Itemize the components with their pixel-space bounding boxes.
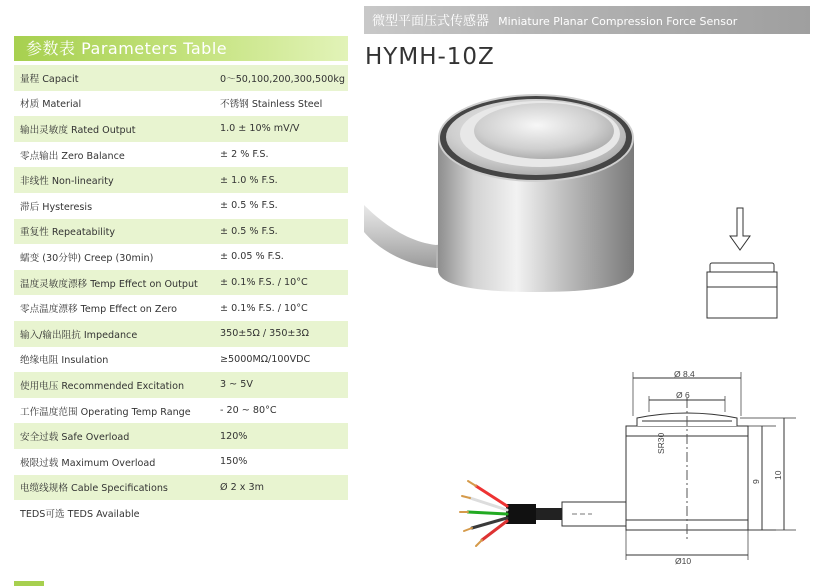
cable-photo <box>364 205 436 268</box>
parameter-row <box>14 91 348 117</box>
cable-wires <box>460 481 507 546</box>
parameter-name: 使用电压 Recommended Excitation <box>20 380 185 392</box>
parameter-row <box>14 219 348 245</box>
parameter-value: ± 2 % F.S. <box>220 149 269 161</box>
parameter-value: 120% <box>220 430 248 442</box>
banner-title-en: Miniature Planar Compression Force Sensor <box>498 15 738 28</box>
drawing-cable <box>562 502 626 526</box>
parameter-name: 温度灵敏度漂移 Temp Effect on Output <box>20 278 198 290</box>
dimension-drawing <box>506 372 796 560</box>
parameter-name: 极限过载 Maximum Overload <box>20 457 156 469</box>
parameter-name: 零点温度漂移 Temp Effect on Zero <box>20 304 177 316</box>
parameter-row <box>14 475 348 501</box>
parameter-name: 非线性 Non-linearity <box>20 176 114 188</box>
parameter-value: ± 0.5 % F.S. <box>220 225 278 237</box>
parameters-title: 参数表 Parameters Table <box>14 36 348 61</box>
model-number: HYMH-10Z <box>365 44 495 70</box>
down-arrow-icon <box>730 208 750 250</box>
parameter-row <box>14 347 348 373</box>
dim-body-diameter: Ø10 <box>675 556 692 566</box>
parameter-value: 3 ~ 5V <box>220 379 253 391</box>
parameter-value: 不锈钢 Stainless Steel <box>220 99 323 111</box>
parameter-value: ≥5000MΩ/100VDC <box>220 353 311 365</box>
parameter-value: ± 0.1% F.S. / 10°C <box>220 302 308 314</box>
dim-top-diameter: Ø 8.4 <box>674 369 695 379</box>
parameter-row <box>14 398 348 424</box>
parameter-name: TEDS可选 TEDS Available <box>20 508 140 520</box>
parameter-name: 输出灵敏度 Rated Output <box>20 124 136 136</box>
parameter-name: 材质 Material <box>20 99 82 111</box>
product-illustration <box>364 0 814 586</box>
parameter-value: 0～50,100,200,300,500kg <box>220 73 345 85</box>
parameter-name: 电缆线规格 Cable Specifications <box>20 483 168 495</box>
parameter-name: 重复性 Repeatability <box>20 227 116 239</box>
parameter-value: ± 0.1% F.S. / 10°C <box>220 277 308 289</box>
parameters-panel <box>14 36 348 526</box>
parameter-row <box>14 193 348 219</box>
parameter-row <box>14 65 348 91</box>
parameter-row <box>14 500 348 526</box>
parameter-row <box>14 116 348 142</box>
product-panel <box>364 0 814 586</box>
dim-button-diameter: Ø 6 <box>676 390 690 400</box>
parameter-row <box>14 142 348 168</box>
parameter-name: 量程 Capacit <box>20 73 79 85</box>
parameter-name: 工作温度范围 Operating Temp Range <box>20 406 191 418</box>
parameter-name: 绝缘电阻 Insulation <box>20 355 109 367</box>
accent-bar <box>14 581 44 586</box>
dim-body-height: 9 <box>751 479 761 484</box>
parameter-row <box>14 423 348 449</box>
parameter-value: 350±5Ω / 350±3Ω <box>220 328 309 340</box>
parameter-value: 150% <box>220 456 248 468</box>
parameter-value: Ø 2 x 3m <box>220 481 264 493</box>
parameter-name: 蠕变 (30分钟) Creep (30min) <box>20 252 154 264</box>
parameter-row <box>14 449 348 475</box>
banner-title-zh: 微型平面压式传感器 <box>372 14 490 29</box>
parameter-value: ± 0.05 % F.S. <box>220 251 284 263</box>
parameter-name: 零点输出 Zero Balance <box>20 150 125 162</box>
parameter-name: 安全过载 Safe Overload <box>20 432 130 444</box>
parameter-row <box>14 372 348 398</box>
sensor-photo <box>364 94 634 292</box>
parameters-table <box>14 65 348 526</box>
parameter-value: - 20 ~ 80°C <box>220 405 277 417</box>
parameter-value: ± 1.0 % F.S. <box>220 174 278 186</box>
parameter-row <box>14 167 348 193</box>
parameter-row <box>14 270 348 296</box>
load-schematic <box>707 208 777 318</box>
dim-total-height: 10 <box>773 470 783 480</box>
parameter-value: 1.0 ± 10% mV/V <box>220 123 300 135</box>
parameter-row <box>14 295 348 321</box>
parameter-name: 输入/输出阻抗 Impedance <box>20 329 138 341</box>
parameter-name: 滞后 Hysteresis <box>20 201 93 213</box>
parameter-value: ± 0.5 % F.S. <box>220 200 278 212</box>
dim-radius: SR30 <box>656 432 666 454</box>
parameter-row <box>14 244 348 270</box>
parameter-row <box>14 321 348 347</box>
